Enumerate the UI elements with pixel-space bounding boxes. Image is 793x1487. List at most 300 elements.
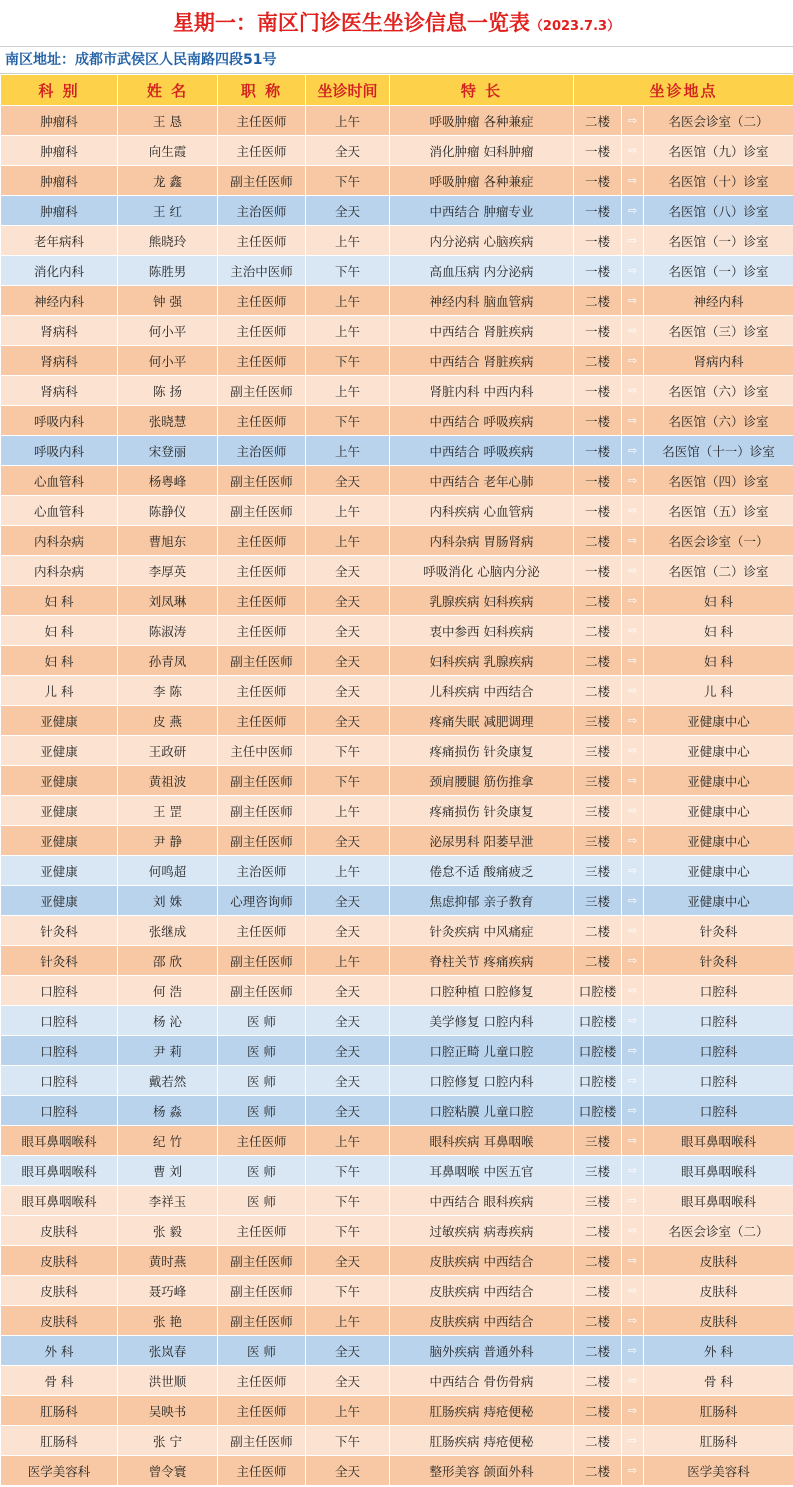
table-row bbox=[1, 1456, 793, 1486]
cell-room: 名医馆（一）诊室 bbox=[644, 256, 793, 286]
cell-department: 口腔科 bbox=[1, 1036, 118, 1066]
cell-department: 皮肤科 bbox=[1, 1216, 118, 1246]
cell-floor: 二楼 bbox=[574, 676, 622, 706]
cell-room: 骨 科 bbox=[644, 1366, 793, 1396]
cell-floor: 三楼 bbox=[574, 886, 622, 916]
arrow-icon: ⇨ bbox=[622, 976, 644, 1006]
cell-department: 消化内科 bbox=[1, 256, 118, 286]
title-date: （2023.7.3） bbox=[529, 19, 621, 34]
arrow-icon: ⇨ bbox=[622, 376, 644, 406]
arrow-icon: ⇨ bbox=[622, 556, 644, 586]
cell-room: 亚健康中心 bbox=[644, 706, 793, 736]
cell-department: 皮肤科 bbox=[1, 1306, 118, 1336]
cell-room: 名医馆（五）诊室 bbox=[644, 496, 793, 526]
cell-title: 主任医师 bbox=[218, 316, 306, 346]
arrow-icon: ⇨ bbox=[622, 1276, 644, 1306]
cell-floor: 三楼 bbox=[574, 1156, 622, 1186]
cell-floor: 一楼 bbox=[574, 496, 622, 526]
table-row bbox=[1, 136, 793, 166]
table-row bbox=[1, 1156, 793, 1186]
arrow-icon: ⇨ bbox=[622, 346, 644, 376]
arrow-icon: ⇨ bbox=[622, 856, 644, 886]
cell-doctor-name: 曾令寰 bbox=[118, 1456, 218, 1486]
cell-department: 神经内科 bbox=[1, 286, 118, 316]
cell-department: 亚健康 bbox=[1, 736, 118, 766]
cell-title: 副主任医师 bbox=[218, 1306, 306, 1336]
cell-time: 上午 bbox=[306, 1306, 390, 1336]
cell-title: 医 师 bbox=[218, 1186, 306, 1216]
arrow-icon: ⇨ bbox=[622, 1096, 644, 1126]
cell-floor: 一楼 bbox=[574, 376, 622, 406]
cell-floor: 二楼 bbox=[574, 346, 622, 376]
cell-doctor-name: 张 毅 bbox=[118, 1216, 218, 1246]
arrow-icon: ⇨ bbox=[622, 106, 644, 136]
cell-floor: 三楼 bbox=[574, 796, 622, 826]
cell-specialty: 疼痛损伤 针灸康复 bbox=[390, 736, 574, 766]
cell-doctor-name: 纪 竹 bbox=[118, 1126, 218, 1156]
cell-doctor-name: 王政研 bbox=[118, 736, 218, 766]
cell-specialty: 美学修复 口腔内科 bbox=[390, 1006, 574, 1036]
cell-doctor-name: 王 红 bbox=[118, 196, 218, 226]
cell-doctor-name: 杨粤峰 bbox=[118, 466, 218, 496]
header-name: 姓 名 bbox=[118, 75, 218, 106]
cell-specialty: 口腔修复 口腔内科 bbox=[390, 1066, 574, 1096]
table-row bbox=[1, 706, 793, 736]
cell-title: 医 师 bbox=[218, 1096, 306, 1126]
table-row bbox=[1, 526, 793, 556]
table-row bbox=[1, 1336, 793, 1366]
cell-doctor-name: 陈淑涛 bbox=[118, 616, 218, 646]
arrow-icon: ⇨ bbox=[622, 796, 644, 826]
cell-room: 名医馆（六）诊室 bbox=[644, 406, 793, 436]
cell-floor: 口腔楼 bbox=[574, 976, 622, 1006]
cell-department: 肿瘤科 bbox=[1, 106, 118, 136]
arrow-icon: ⇨ bbox=[622, 406, 644, 436]
cell-room: 名医馆（十一）诊室 bbox=[644, 436, 793, 466]
cell-floor: 二楼 bbox=[574, 946, 622, 976]
cell-department: 儿 科 bbox=[1, 676, 118, 706]
cell-department: 医学美容科 bbox=[1, 1456, 118, 1486]
arrow-icon: ⇨ bbox=[622, 136, 644, 166]
cell-doctor-name: 龙 鑫 bbox=[118, 166, 218, 196]
cell-specialty: 中西结合 呼吸疾病 bbox=[390, 406, 574, 436]
cell-doctor-name: 杨 淼 bbox=[118, 1096, 218, 1126]
arrow-icon: ⇨ bbox=[622, 286, 644, 316]
cell-floor: 二楼 bbox=[574, 1276, 622, 1306]
cell-floor: 二楼 bbox=[574, 1396, 622, 1426]
table-row bbox=[1, 1096, 793, 1126]
cell-title: 医 师 bbox=[218, 1336, 306, 1366]
table-row bbox=[1, 1006, 793, 1036]
cell-floor: 二楼 bbox=[574, 616, 622, 646]
cell-doctor-name: 皮 燕 bbox=[118, 706, 218, 736]
cell-department: 呼吸内科 bbox=[1, 406, 118, 436]
cell-specialty: 焦虑抑郁 亲子教育 bbox=[390, 886, 574, 916]
cell-time: 下午 bbox=[306, 256, 390, 286]
cell-time: 全天 bbox=[306, 646, 390, 676]
cell-time: 上午 bbox=[306, 376, 390, 406]
cell-specialty: 整形美容 颌面外科 bbox=[390, 1456, 574, 1486]
table-row bbox=[1, 916, 793, 946]
cell-specialty: 口腔种植 口腔修复 bbox=[390, 976, 574, 1006]
cell-time: 下午 bbox=[306, 1426, 390, 1456]
cell-doctor-name: 张继成 bbox=[118, 916, 218, 946]
cell-floor: 二楼 bbox=[574, 916, 622, 946]
table-row bbox=[1, 1036, 793, 1066]
cell-title: 主任医师 bbox=[218, 706, 306, 736]
cell-floor: 二楼 bbox=[574, 1366, 622, 1396]
cell-department: 口腔科 bbox=[1, 976, 118, 1006]
cell-room: 皮肤科 bbox=[644, 1276, 793, 1306]
cell-floor: 一楼 bbox=[574, 436, 622, 466]
table-row bbox=[1, 376, 793, 406]
cell-title: 副主任医师 bbox=[218, 946, 306, 976]
cell-time: 全天 bbox=[306, 1006, 390, 1036]
cell-title: 副主任医师 bbox=[218, 976, 306, 1006]
table-row bbox=[1, 106, 793, 136]
cell-department: 亚健康 bbox=[1, 856, 118, 886]
cell-room: 名医馆（九）诊室 bbox=[644, 136, 793, 166]
cell-room: 亚健康中心 bbox=[644, 736, 793, 766]
cell-title: 主任医师 bbox=[218, 136, 306, 166]
cell-specialty: 中西结合 肿瘤专业 bbox=[390, 196, 574, 226]
cell-specialty: 倦怠不适 酸痛疲乏 bbox=[390, 856, 574, 886]
cell-time: 全天 bbox=[306, 136, 390, 166]
cell-doctor-name: 何小平 bbox=[118, 316, 218, 346]
cell-time: 上午 bbox=[306, 1126, 390, 1156]
cell-title: 副主任医师 bbox=[218, 796, 306, 826]
cell-floor: 一楼 bbox=[574, 166, 622, 196]
cell-specialty: 皮肤疾病 中西结合 bbox=[390, 1306, 574, 1336]
cell-room: 名医馆（四）诊室 bbox=[644, 466, 793, 496]
cell-department: 亚健康 bbox=[1, 766, 118, 796]
cell-title: 主任医师 bbox=[218, 616, 306, 646]
arrow-icon: ⇨ bbox=[622, 226, 644, 256]
table-body bbox=[1, 106, 793, 1486]
table-row bbox=[1, 1396, 793, 1426]
cell-department: 肛肠科 bbox=[1, 1396, 118, 1426]
cell-time: 全天 bbox=[306, 1366, 390, 1396]
cell-title: 主任医师 bbox=[218, 1126, 306, 1156]
cell-specialty: 疼痛损伤 针灸康复 bbox=[390, 796, 574, 826]
cell-specialty: 中西结合 肾脏疾病 bbox=[390, 316, 574, 346]
cell-doctor-name: 刘 姝 bbox=[118, 886, 218, 916]
cell-room: 口腔科 bbox=[644, 1096, 793, 1126]
cell-doctor-name: 张岚春 bbox=[118, 1336, 218, 1366]
arrow-icon: ⇨ bbox=[622, 1216, 644, 1246]
cell-time: 全天 bbox=[306, 1456, 390, 1486]
cell-doctor-name: 聂巧峰 bbox=[118, 1276, 218, 1306]
cell-department: 亚健康 bbox=[1, 706, 118, 736]
cell-title: 主任医师 bbox=[218, 556, 306, 586]
cell-doctor-name: 王 恳 bbox=[118, 106, 218, 136]
table-row bbox=[1, 556, 793, 586]
cell-time: 下午 bbox=[306, 1216, 390, 1246]
cell-room: 口腔科 bbox=[644, 1066, 793, 1096]
arrow-icon: ⇨ bbox=[622, 196, 644, 226]
cell-room: 皮肤科 bbox=[644, 1306, 793, 1336]
cell-floor: 三楼 bbox=[574, 766, 622, 796]
cell-doctor-name: 何小平 bbox=[118, 346, 218, 376]
cell-specialty: 衷中参西 妇科疾病 bbox=[390, 616, 574, 646]
table-header-row bbox=[1, 75, 793, 106]
cell-time: 下午 bbox=[306, 166, 390, 196]
cell-time: 全天 bbox=[306, 916, 390, 946]
cell-specialty: 皮肤疾病 中西结合 bbox=[390, 1276, 574, 1306]
cell-doctor-name: 陈胜男 bbox=[118, 256, 218, 286]
arrow-icon: ⇨ bbox=[622, 1156, 644, 1186]
cell-title: 主任医师 bbox=[218, 916, 306, 946]
cell-room: 口腔科 bbox=[644, 976, 793, 1006]
cell-doctor-name: 孙青凤 bbox=[118, 646, 218, 676]
arrow-icon: ⇨ bbox=[622, 526, 644, 556]
cell-floor: 三楼 bbox=[574, 1186, 622, 1216]
cell-doctor-name: 黄时燕 bbox=[118, 1246, 218, 1276]
cell-floor: 二楼 bbox=[574, 1306, 622, 1336]
arrow-icon: ⇨ bbox=[622, 256, 644, 286]
cell-title: 主任医师 bbox=[218, 1216, 306, 1246]
arrow-icon: ⇨ bbox=[622, 646, 644, 676]
cell-room: 肛肠科 bbox=[644, 1396, 793, 1426]
cell-room: 名医馆（六）诊室 bbox=[644, 376, 793, 406]
arrow-icon: ⇨ bbox=[622, 826, 644, 856]
cell-specialty: 耳鼻咽喉 中医五官 bbox=[390, 1156, 574, 1186]
cell-room: 眼耳鼻咽喉科 bbox=[644, 1126, 793, 1156]
arrow-icon: ⇨ bbox=[622, 766, 644, 796]
cell-department: 口腔科 bbox=[1, 1006, 118, 1036]
cell-specialty: 脊柱关节 疼痛疾病 bbox=[390, 946, 574, 976]
cell-time: 全天 bbox=[306, 196, 390, 226]
cell-specialty: 内分泌病 心脑疾病 bbox=[390, 226, 574, 256]
cell-department: 亚健康 bbox=[1, 796, 118, 826]
cell-doctor-name: 吴映书 bbox=[118, 1396, 218, 1426]
cell-specialty: 呼吸肿瘤 各种兼症 bbox=[390, 106, 574, 136]
cell-specialty: 消化肿瘤 妇科肿瘤 bbox=[390, 136, 574, 166]
cell-department: 心血管科 bbox=[1, 496, 118, 526]
cell-doctor-name: 张晓慧 bbox=[118, 406, 218, 436]
cell-title: 副主任医师 bbox=[218, 376, 306, 406]
cell-specialty: 中西结合 肾脏疾病 bbox=[390, 346, 574, 376]
cell-room: 口腔科 bbox=[644, 1006, 793, 1036]
cell-specialty: 中西结合 骨伤骨病 bbox=[390, 1366, 574, 1396]
cell-floor: 二楼 bbox=[574, 586, 622, 616]
cell-floor: 二楼 bbox=[574, 106, 622, 136]
cell-department: 皮肤科 bbox=[1, 1276, 118, 1306]
cell-floor: 一楼 bbox=[574, 316, 622, 346]
cell-doctor-name: 杨 沁 bbox=[118, 1006, 218, 1036]
cell-title: 副主任医师 bbox=[218, 766, 306, 796]
cell-department: 肿瘤科 bbox=[1, 196, 118, 226]
cell-floor: 二楼 bbox=[574, 1426, 622, 1456]
cell-doctor-name: 何鸣超 bbox=[118, 856, 218, 886]
arrow-icon: ⇨ bbox=[622, 166, 644, 196]
cell-doctor-name: 曹旭东 bbox=[118, 526, 218, 556]
cell-department: 亚健康 bbox=[1, 886, 118, 916]
cell-room: 名医会诊室（一） bbox=[644, 526, 793, 556]
header-location: 坐诊地点 bbox=[574, 75, 793, 106]
cell-room: 妇 科 bbox=[644, 586, 793, 616]
table-row bbox=[1, 616, 793, 646]
cell-specialty: 中西结合 眼科疾病 bbox=[390, 1186, 574, 1216]
cell-doctor-name: 邵 欣 bbox=[118, 946, 218, 976]
cell-specialty: 肾脏内科 中西内科 bbox=[390, 376, 574, 406]
cell-department: 眼耳鼻咽喉科 bbox=[1, 1126, 118, 1156]
cell-room: 亚健康中心 bbox=[644, 796, 793, 826]
cell-room: 名医馆（三）诊室 bbox=[644, 316, 793, 346]
cell-department: 皮肤科 bbox=[1, 1246, 118, 1276]
cell-department: 肿瘤科 bbox=[1, 136, 118, 166]
cell-title: 主治医师 bbox=[218, 856, 306, 886]
cell-time: 全天 bbox=[306, 1096, 390, 1126]
cell-specialty: 过敏疾病 病毒疾病 bbox=[390, 1216, 574, 1246]
cell-specialty: 疼痛失眠 减肥调理 bbox=[390, 706, 574, 736]
cell-floor: 三楼 bbox=[574, 706, 622, 736]
cell-floor: 三楼 bbox=[574, 856, 622, 886]
table-row bbox=[1, 1366, 793, 1396]
cell-room: 亚健康中心 bbox=[644, 886, 793, 916]
cell-time: 上午 bbox=[306, 1396, 390, 1426]
cell-floor: 口腔楼 bbox=[574, 1006, 622, 1036]
title-main: 星期一：南区门诊医生坐诊信息一览表 bbox=[172, 11, 530, 35]
cell-department: 老年病科 bbox=[1, 226, 118, 256]
cell-title: 主任医师 bbox=[218, 346, 306, 376]
cell-title: 主任医师 bbox=[218, 586, 306, 616]
cell-doctor-name: 黄祖波 bbox=[118, 766, 218, 796]
header-spec: 特 长 bbox=[390, 75, 574, 106]
cell-room: 医学美容科 bbox=[644, 1456, 793, 1486]
cell-specialty: 口腔正畸 儿童口腔 bbox=[390, 1036, 574, 1066]
cell-title: 主治医师 bbox=[218, 196, 306, 226]
cell-doctor-name: 李 陈 bbox=[118, 676, 218, 706]
arrow-icon: ⇨ bbox=[622, 1066, 644, 1096]
cell-room: 名医会诊室（二） bbox=[644, 1216, 793, 1246]
cell-floor: 口腔楼 bbox=[574, 1036, 622, 1066]
cell-floor: 二楼 bbox=[574, 1456, 622, 1486]
cell-department: 亚健康 bbox=[1, 826, 118, 856]
cell-department: 口腔科 bbox=[1, 1066, 118, 1096]
cell-floor: 一楼 bbox=[574, 406, 622, 436]
cell-title: 主任医师 bbox=[218, 526, 306, 556]
arrow-icon: ⇨ bbox=[622, 586, 644, 616]
cell-doctor-name: 刘凤琳 bbox=[118, 586, 218, 616]
cell-time: 全天 bbox=[306, 1036, 390, 1066]
cell-floor: 一楼 bbox=[574, 226, 622, 256]
arrow-icon: ⇨ bbox=[622, 1036, 644, 1066]
cell-specialty: 泌尿男科 阳萎早泄 bbox=[390, 826, 574, 856]
cell-room: 肾病内科 bbox=[644, 346, 793, 376]
header-time: 坐诊时间 bbox=[306, 75, 390, 106]
cell-doctor-name: 尹 莉 bbox=[118, 1036, 218, 1066]
cell-time: 上午 bbox=[306, 526, 390, 556]
table-row bbox=[1, 316, 793, 346]
cell-specialty: 高血压病 内分泌病 bbox=[390, 256, 574, 286]
cell-time: 下午 bbox=[306, 346, 390, 376]
cell-doctor-name: 王 罡 bbox=[118, 796, 218, 826]
cell-specialty: 呼吸肿瘤 各种兼症 bbox=[390, 166, 574, 196]
cell-doctor-name: 李祥玉 bbox=[118, 1186, 218, 1216]
cell-time: 上午 bbox=[306, 946, 390, 976]
cell-time: 上午 bbox=[306, 286, 390, 316]
cell-title: 医 师 bbox=[218, 1066, 306, 1096]
cell-time: 全天 bbox=[306, 556, 390, 586]
arrow-icon: ⇨ bbox=[622, 946, 644, 976]
cell-doctor-name: 曹 刘 bbox=[118, 1156, 218, 1186]
cell-room: 外 科 bbox=[644, 1336, 793, 1366]
cell-department: 针灸科 bbox=[1, 946, 118, 976]
cell-doctor-name: 宋登丽 bbox=[118, 436, 218, 466]
cell-floor: 口腔楼 bbox=[574, 1066, 622, 1096]
table-row bbox=[1, 1186, 793, 1216]
cell-room: 针灸科 bbox=[644, 946, 793, 976]
arrow-icon: ⇨ bbox=[622, 1396, 644, 1426]
cell-specialty: 儿科疾病 中西结合 bbox=[390, 676, 574, 706]
cell-room: 名医馆（二）诊室 bbox=[644, 556, 793, 586]
table-row bbox=[1, 886, 793, 916]
cell-title: 心理咨询师 bbox=[218, 886, 306, 916]
cell-specialty: 呼吸消化 心脑内分泌 bbox=[390, 556, 574, 586]
cell-title: 医 师 bbox=[218, 1006, 306, 1036]
cell-doctor-name: 向生霞 bbox=[118, 136, 218, 166]
cell-title: 副主任医师 bbox=[218, 826, 306, 856]
arrow-icon: ⇨ bbox=[622, 436, 644, 466]
cell-specialty: 妇科疾病 乳腺疾病 bbox=[390, 646, 574, 676]
table-row bbox=[1, 256, 793, 286]
cell-department: 外 科 bbox=[1, 1336, 118, 1366]
cell-title: 副主任医师 bbox=[218, 1426, 306, 1456]
cell-title: 主治中医师 bbox=[218, 256, 306, 286]
arrow-icon: ⇨ bbox=[622, 916, 644, 946]
cell-room: 眼耳鼻咽喉科 bbox=[644, 1186, 793, 1216]
cell-floor: 一楼 bbox=[574, 466, 622, 496]
cell-title: 医 师 bbox=[218, 1156, 306, 1186]
table-row bbox=[1, 496, 793, 526]
table-row bbox=[1, 166, 793, 196]
table-row bbox=[1, 676, 793, 706]
cell-department: 眼耳鼻咽喉科 bbox=[1, 1186, 118, 1216]
cell-title: 副主任医师 bbox=[218, 496, 306, 526]
cell-specialty: 内科疾病 心血管病 bbox=[390, 496, 574, 526]
table-row bbox=[1, 226, 793, 256]
cell-floor: 一楼 bbox=[574, 196, 622, 226]
cell-title: 主任医师 bbox=[218, 1396, 306, 1426]
arrow-icon: ⇨ bbox=[622, 1456, 644, 1486]
arrow-icon: ⇨ bbox=[622, 316, 644, 346]
cell-time: 下午 bbox=[306, 736, 390, 766]
cell-doctor-name: 陈 扬 bbox=[118, 376, 218, 406]
cell-title: 主任医师 bbox=[218, 226, 306, 256]
table-row bbox=[1, 436, 793, 466]
arrow-icon: ⇨ bbox=[622, 466, 644, 496]
arrow-icon: ⇨ bbox=[622, 1246, 644, 1276]
table-row bbox=[1, 646, 793, 676]
cell-title: 副主任医师 bbox=[218, 166, 306, 196]
table-row bbox=[1, 1066, 793, 1096]
cell-specialty: 脑外疾病 普通外科 bbox=[390, 1336, 574, 1366]
cell-title: 主任医师 bbox=[218, 676, 306, 706]
cell-department: 妇 科 bbox=[1, 616, 118, 646]
cell-specialty: 口腔粘膜 儿童口腔 bbox=[390, 1096, 574, 1126]
arrow-icon: ⇨ bbox=[622, 736, 644, 766]
cell-floor: 一楼 bbox=[574, 256, 622, 286]
cell-specialty: 神经内科 脑血管病 bbox=[390, 286, 574, 316]
cell-room: 神经内科 bbox=[644, 286, 793, 316]
cell-doctor-name: 熊晓玲 bbox=[118, 226, 218, 256]
cell-title: 主任医师 bbox=[218, 1456, 306, 1486]
cell-doctor-name: 尹 静 bbox=[118, 826, 218, 856]
cell-title: 主治医师 bbox=[218, 436, 306, 466]
cell-department: 妇 科 bbox=[1, 646, 118, 676]
cell-department: 针灸科 bbox=[1, 916, 118, 946]
